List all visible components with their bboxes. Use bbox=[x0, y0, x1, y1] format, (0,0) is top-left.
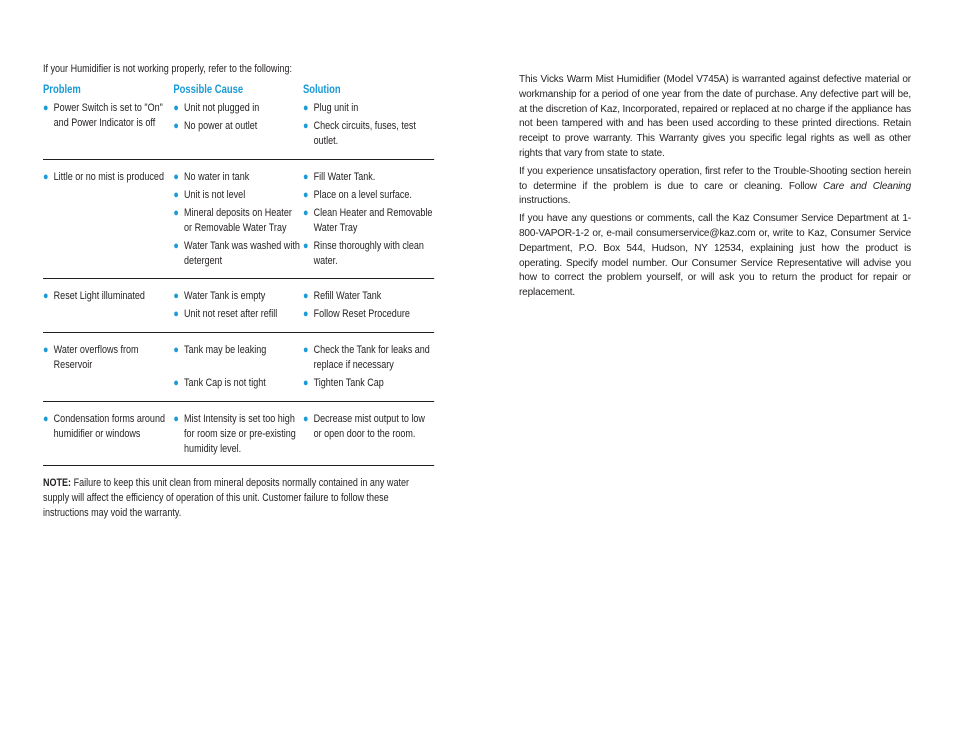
troubleshooting-group-reset bbox=[43, 278, 434, 333]
bullet-icon: ● bbox=[302, 171, 309, 183]
cause-item: ● Tank Cap is not tight bbox=[173, 377, 266, 389]
solution-item: ● Decrease mist output to low or open door to the room. bbox=[302, 413, 425, 440]
bullet-icon: ● bbox=[43, 344, 49, 356]
bullet-icon: ● bbox=[302, 102, 309, 114]
note-label: NOTE: bbox=[43, 477, 72, 489]
solution-item: ● Rinse thoroughly with clean water. bbox=[302, 240, 424, 267]
solution-item: ● Plug unit in bbox=[302, 102, 359, 114]
bullet-icon: ● bbox=[173, 308, 179, 320]
cause-item: ● No power at outlet bbox=[173, 120, 258, 132]
solution-item: ● Tighten Tank Cap bbox=[302, 377, 384, 389]
warranty-paragraph: This Vicks Warm Mist Humidifier (Model V745A) is warranted against defective material or workmanship for a period of one year from the date of purchase. Any defective part will be, at the discretion of Kaz, Incorporated, repaired or replaced at no charge if the appliance has not been tampered with and has been used according to these printed directions. Retain receipt to prove warranty. This Warranty gives you specific legal rights as well as other rights that vary from state to state. bbox=[519, 74, 911, 159]
solution-item: ● Check the Tank for leaks and replace if necessary bbox=[302, 344, 430, 371]
bullet-icon: ● bbox=[302, 120, 309, 132]
bullet-icon: ● bbox=[302, 413, 309, 425]
problem-item: ● Condensation forms around humidifier or windows bbox=[43, 413, 165, 440]
bullet-icon: ● bbox=[43, 171, 49, 183]
bullet-icon: ● bbox=[173, 377, 179, 389]
bullet-icon: ● bbox=[302, 207, 309, 219]
cause-item: ● Unit not plugged in bbox=[173, 102, 260, 114]
bullet-icon: ● bbox=[173, 207, 179, 219]
bullet-icon: ● bbox=[173, 171, 179, 183]
cause-item: ● Mineral deposits on Heater or Removable Water Tray bbox=[173, 207, 292, 234]
troubleshooting-group-mist bbox=[43, 159, 434, 279]
cause-item: ● No water in tank bbox=[173, 171, 250, 183]
bullet-icon: ● bbox=[302, 189, 309, 201]
warranty-note bbox=[43, 476, 434, 521]
troubleshooting-group-overflow bbox=[43, 332, 434, 402]
bullet-icon: ● bbox=[302, 377, 309, 389]
cause-item: ● Mist Intensity is set too high for room size or pre-existing humidity level. bbox=[173, 413, 296, 455]
bullet-icon: ● bbox=[302, 290, 309, 302]
bullet-icon: ● bbox=[302, 308, 309, 320]
troubleshooting-group-condensation bbox=[43, 401, 434, 466]
bullet-icon: ● bbox=[43, 290, 49, 302]
solution-item: ● Place on a level surface. bbox=[302, 189, 412, 201]
bullet-icon: ● bbox=[173, 290, 179, 302]
bullet-icon: ● bbox=[43, 413, 49, 425]
possible-cause-header: Possible Cause bbox=[173, 84, 244, 96]
cause-item: ● Unit not reset after refill bbox=[173, 308, 278, 320]
warranty-paragraph: If you have any questions or comments, call the Kaz Consumer Service Department at 1-800-VAPOR-1-2 or, e-mail consumerservice@kaz.com or, write to Kaz, Consumer Service Department, P.O. Box 544, Hudson, NY 12534, explaining just how the product is operating. Specify model number. Our Consumer Service Representative will advise you how to correct the problem yourself, or will ask you to return the product for repair or replacement. bbox=[519, 213, 911, 299]
bullet-icon: ● bbox=[173, 344, 179, 356]
cause-item: ● Water Tank is empty bbox=[173, 290, 266, 302]
warranty-page bbox=[519, 73, 911, 304]
problem-header: Problem bbox=[43, 84, 81, 96]
cause-item: ● Tank may be leaking bbox=[173, 344, 267, 356]
bullet-icon: ● bbox=[173, 413, 179, 425]
solution-header: Solution bbox=[302, 84, 341, 96]
solution-item: ● Check circuits, fuses, test outlet. bbox=[302, 120, 416, 147]
bullet-icon: ● bbox=[43, 102, 49, 114]
problem-item: ● Power Switch is set to "On" and Power Indicator is off bbox=[43, 102, 163, 129]
solution-item: ● Refill Water Tank bbox=[302, 290, 382, 302]
bullet-icon: ● bbox=[173, 189, 179, 201]
bullet-icon: ● bbox=[173, 102, 179, 114]
bullet-icon: ● bbox=[173, 120, 179, 132]
problem-item: ● Water overflows from Reservoir bbox=[43, 344, 139, 371]
note-text: Failure to keep this unit clean from mineral deposits normally contained in any water supply will affect the efficiency of operation of this unit. Customer failure to follow these instructions may void the warranty. bbox=[43, 477, 410, 519]
troubleshooting-page bbox=[43, 62, 434, 519]
warranty-paragraph: If you experience unsatisfactory operation, first refer to the Trouble-Shooting section herein to determine if the problem is due to care or cleaning. Follow Care and Cleaning instructions. bbox=[519, 165, 911, 207]
cause-item: ● Unit is not level bbox=[173, 189, 246, 201]
bullet-icon: ● bbox=[302, 240, 309, 252]
troubleshooting-intro: If your Humidifier is not working properly, refer to the following: bbox=[43, 63, 292, 75]
problem-item: ● Little or no mist is produced bbox=[43, 171, 164, 183]
solution-item: ● Fill Water Tank. bbox=[302, 171, 376, 183]
cause-item: ● Water Tank was washed with detergent bbox=[173, 240, 300, 267]
solution-item: ● Follow Reset Procedure bbox=[302, 308, 410, 320]
bullet-icon: ● bbox=[302, 344, 309, 356]
solution-item: ● Clean Heater and Removable Water Tray bbox=[302, 207, 433, 234]
problem-item: ● Reset Light illuminated bbox=[43, 290, 145, 302]
troubleshooting-group-power bbox=[43, 96, 434, 160]
bullet-icon: ● bbox=[173, 240, 179, 252]
